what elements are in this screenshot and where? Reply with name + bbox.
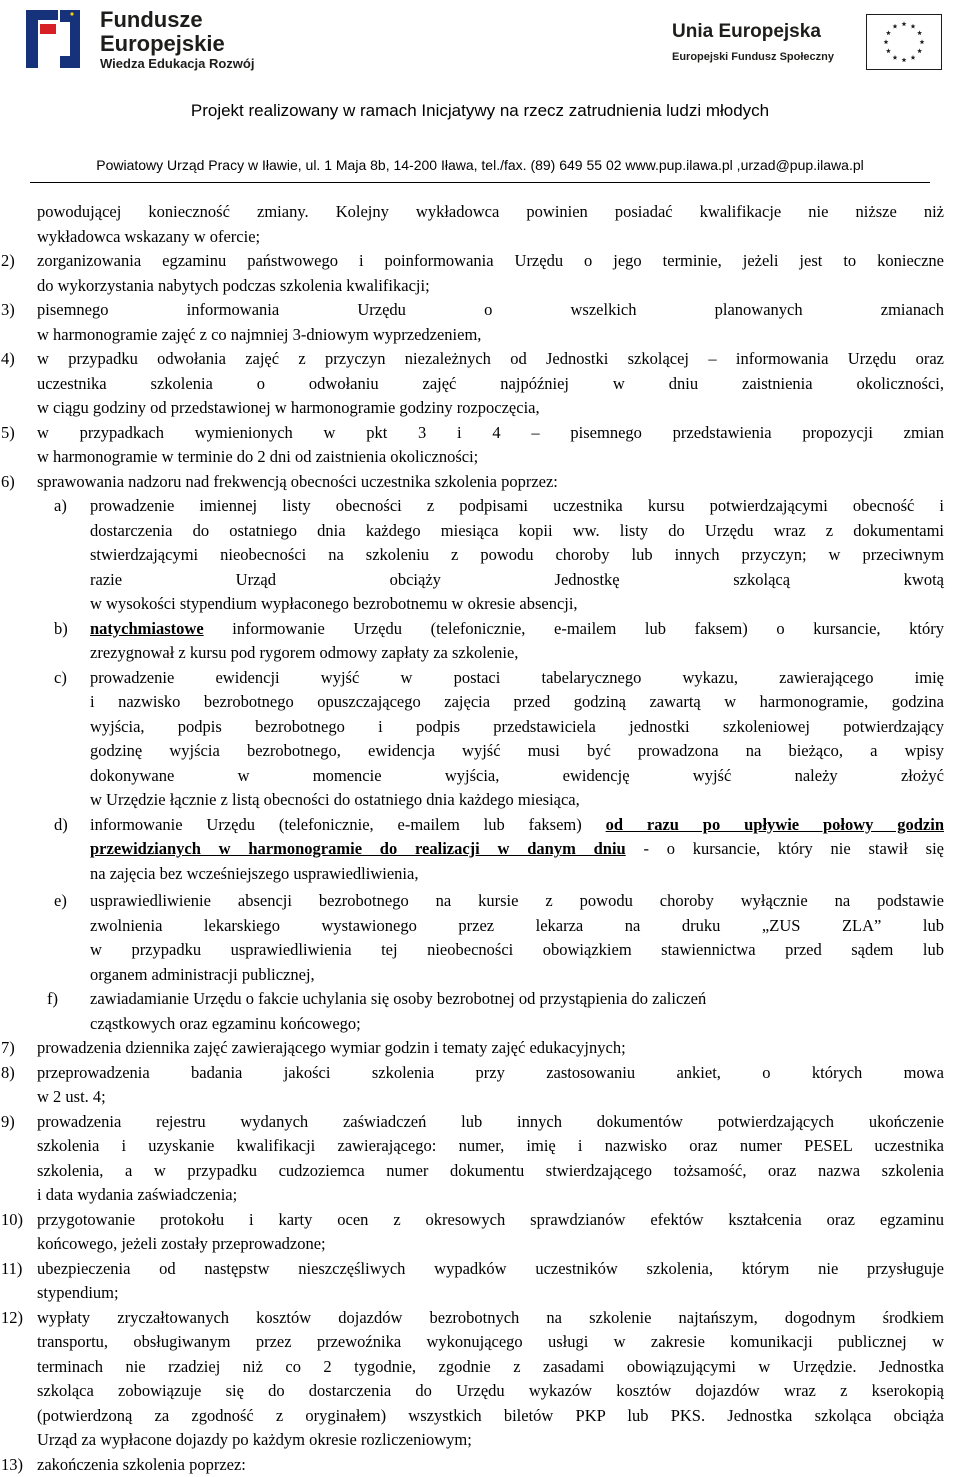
fundusze-europejskie-mark-icon: [20, 6, 86, 72]
text-line: i nazwisko bezrobotnego opuszczającego zajęcia przed godziną zawartą w harmonogramie, godzina: [90, 690, 944, 715]
text-line: w Urzędzie łącznie z listą obecności do ostatniego dnia każdego miesiąca,: [90, 788, 944, 813]
text-line: końcowego, jeżeli zostały przeprowadzone;: [37, 1232, 944, 1257]
sub-item-a: [0, 494, 960, 617]
text-line: zrezygnował z kursu pod rygorem odmowy zapłaty za szkolenie,: [90, 641, 944, 666]
emphasis-schedule: przewidzianych w harmonogramie do realizacji w danym dniu: [90, 839, 626, 858]
list-item-9: [0, 1110, 960, 1208]
text-line: w 2 ust. 4;: [37, 1085, 944, 1110]
text-line: (potwierdzoną za zgodność z oryginałem) wszystkich biletów PKP lub PKS. Jednostka szkoląca obciąża: [37, 1404, 944, 1429]
item-number: 10): [1, 1208, 23, 1233]
list-item-5: [0, 421, 960, 470]
emphasis-immediate: natychmiastowe: [90, 619, 204, 638]
text-line: prowadzenia rejestru wydanych zaświadczeń lub innych dokumentów potwierdzających ukończenie: [37, 1110, 944, 1135]
text-line: w wysokości stypendium wypłaconego bezrobotnemu w okresie absencji,: [90, 592, 944, 617]
emphasis-half-hours: od razu po upływie połowy godzin: [606, 815, 944, 834]
fundusze-europejskie-logo: [20, 6, 320, 76]
text-line: ubezpieczenia od następstw nieszczęśliwych wypadków uczestników szkolenia, którym nie przysługuje: [37, 1257, 944, 1282]
text-line: zwolnienia lekarskiego wystawionego przez lekarza na druku „ZUS ZLA” lub: [90, 914, 944, 939]
sub-item-letter: b): [54, 617, 68, 642]
project-line: Projekt realizowany w ramach Inicjatywy na rzecz zatrudnienia ludzi młodych: [0, 101, 960, 121]
logo-right-line1: Unia Europejska: [672, 22, 821, 42]
sub-item-letter: c): [54, 666, 67, 691]
text-line: cząstkowych oraz egzaminu końcowego;: [90, 1012, 944, 1037]
item-number: 11): [1, 1257, 22, 1282]
text-fragment: informowanie Urzędu (telefonicznie, e-mailem lub faksem) o kursancie, który: [204, 619, 944, 638]
list-item-10: [0, 1208, 960, 1257]
text-line: wykładowca wskazany w ofercie;: [37, 225, 944, 250]
item-number: 9): [1, 1110, 15, 1135]
logo-left-line3: Wiedza Edukacja Rozwój: [100, 57, 254, 71]
text-line: w harmonogramie zajęć z co najmniej 3-dniowym wyprzedzeniem,: [37, 323, 944, 348]
list-item-7: [0, 1036, 960, 1061]
text-line: przygotowanie protokołu i karty ocen z okresowych sprawdzianów efektów kształcenia oraz egzaminu: [37, 1208, 944, 1233]
text-line: prowadzenie imiennej listy obecności z podpisami uczestnika kursu potwierdzającymi obecność i: [90, 494, 944, 519]
text-line: w przypadkach wymienionych w pkt 3 i 4 – pisemnego przedstawienia propozycji zmian: [37, 421, 944, 446]
item-number: 5): [1, 421, 15, 446]
text-line: terminach nie rzadziej niż co 2 tygodnie, zgodnie z zasadami obowiązującymi w Urzędzie. Jednostka: [37, 1355, 944, 1380]
text-fragment: - o kursancie, który nie stawił się: [626, 839, 944, 858]
list-item-2: [0, 249, 960, 298]
item-number: 13): [1, 1453, 23, 1477]
text-line: organem administracji publicznej,: [90, 963, 944, 988]
intro-paragraph: [0, 200, 960, 249]
document-body: [0, 200, 960, 1477]
text-line: Urząd za wypłacone dojazdy po każdym okresie rozliczeniowym;: [37, 1428, 944, 1453]
text-line: w harmonogramie w terminie do 2 dni od zaistnienia okoliczności;: [37, 445, 944, 470]
text-line: dostarczenia do ostatniego dnia każdego miesiąca kopii ww. listy do Urzędu wraz z dokumentami: [90, 519, 944, 544]
text-line: sprawowania nadzoru nad frekwencją obecności uczestnika szkolenia poprzez:: [37, 470, 944, 495]
sub-item-letter: a): [54, 494, 67, 519]
logo-right-line2: Europejski Fundusz Społeczny: [672, 51, 834, 63]
text-line: szkolenia i uzyskanie kwalifikacji zawierającego: numer, imię i nazwisko oraz numer PESEL uczestnika: [37, 1134, 944, 1159]
list-item-13: [0, 1453, 960, 1477]
text-line: i data wydania zaświadczenia;: [37, 1183, 944, 1208]
list-item-12: [0, 1306, 960, 1453]
text-line: razie Urząd obciąży Jednostkę szkolącą kwotą: [90, 568, 944, 593]
item-number: 12): [1, 1306, 23, 1331]
text-line: wypłaty zryczałtowanych kosztów dojazdów bezrobotnych na szkolenie najtańszym, dogodnym środkiem: [37, 1306, 944, 1331]
unia-europejska-logo: [672, 14, 942, 80]
text-line: godzinę wyjścia bezrobotnego, ewidencja wyjść musi być prowadzona na bieżąco, a wpisy: [90, 739, 944, 764]
sub-item-d: [0, 813, 960, 887]
text-line: [90, 617, 944, 642]
sub-item-e: [0, 889, 960, 987]
item-number: 7): [1, 1036, 15, 1061]
sub-item-letter: f): [47, 987, 58, 1012]
list-item-11: [0, 1257, 960, 1306]
sub-item-f: [0, 987, 960, 1036]
sub-item-c: [0, 666, 960, 813]
text-line: szkolenia, a w przypadku cudzoziemca numer dokumentu stwierdzającego tożsamość, oraz nazwa szkolenia: [37, 1159, 944, 1184]
address-line: Powiatowy Urząd Pracy w Iławie, ul. 1 Maja 8b, 14-200 Iława, tel./fax. (89) 649 55 02 www.pup.ilawa.pl ,urzad@pup.ilawa.pl: [30, 157, 930, 173]
item-number: 2): [1, 249, 15, 274]
text-line: przeprowadzenia badania jakości szkolenia przy zastosowaniu ankiet, o których mowa: [37, 1061, 944, 1086]
text-line: pisemnego informowania Urzędu o wszelkich planowanych zmianach: [37, 298, 944, 323]
text-line: w ciągu godziny od przedstawionej w harmonogramie godziny rozpoczęcia,: [37, 396, 944, 421]
list-item-3: [0, 298, 960, 347]
item-number: 3): [1, 298, 15, 323]
text-line: w przypadku odwołania zajęć z przyczyn niezależnych od Jednostki szkolącej – informowania Urzędu oraz: [37, 347, 944, 372]
text-line: szkoląca zobowiązuje się do dostarczenia do Urzędu wykazów kosztów dojazdów wraz z kserokopią: [37, 1379, 944, 1404]
item-number: 8): [1, 1061, 15, 1086]
list-item-4: [0, 347, 960, 421]
eu-flag-icon: [866, 14, 942, 70]
text-line: wyjścia, podpis bezrobotnego i podpis przedstawiciela jednostki szkoleniowej potwierdzający: [90, 715, 944, 740]
text-line: prowadzenie ewidencji wyjść w postaci tabelarycznego wykazu, zawierającego imię: [90, 666, 944, 691]
list-item-6: [0, 470, 960, 495]
item-number: 6): [1, 470, 15, 495]
text-line: [90, 837, 944, 862]
sub-item-b: [0, 617, 960, 666]
text-line: stypendium;: [37, 1281, 944, 1306]
logo-left-line1: Fundusze: [100, 9, 203, 31]
text-line: zorganizowania egzaminu państwowego i poinformowania Urzędu o jego terminie, jeżeli jest to konieczne: [37, 249, 944, 274]
text-line: na zajęcia bez wcześniejszego usprawiedliwienia,: [90, 862, 944, 887]
text-line: do wykorzystania nabytych podczas szkolenia kwalifikacji;: [37, 274, 944, 299]
list-item-8: [0, 1061, 960, 1110]
text-line: dokonywane w momencie wyjścia, ewidencję wyjść należy złożyć: [90, 764, 944, 789]
text-line: stwierdzającymi nieobecności na szkoleniu z powodu choroby lub innych przyczyn; w przeciwnym: [90, 543, 944, 568]
text-line: usprawiedliwienie absencji bezrobotnego na kursie z powodu choroby wyłącznie na podstawie: [90, 889, 944, 914]
text-fragment: informowanie Urzędu (telefonicznie, e-mailem lub faksem): [90, 815, 606, 834]
logo-left-line2: Europejskie: [100, 33, 225, 55]
sub-item-letter: e): [54, 889, 67, 914]
header-divider: [30, 182, 930, 183]
text-line: [90, 813, 944, 838]
sub-item-letter: d): [54, 813, 68, 838]
text-line: powodującej konieczność zmiany. Kolejny wykładowca powinien posiadać kwalifikacje nie niższe niż: [37, 200, 944, 225]
text-line: transportu, obsługiwanym przez przewoźnika wykonującego usługi w zakresie komunikacji publicznej w: [37, 1330, 944, 1355]
text-line: uczestnika szkolenia o odwołaniu zajęć najpóźniej w dniu zaistnienia okoliczności,: [37, 372, 944, 397]
text-line: zawiadamianie Urzędu o fakcie uchylania się osoby bezrobotnej od przystąpienia do zaliczeń: [90, 987, 944, 1012]
text-line: zakończenia szkolenia poprzez:: [37, 1453, 944, 1477]
text-line: w przypadku usprawiedliwienia tej nieobecności obowiązkiem stawiennictwa przed sądem lub: [90, 938, 944, 963]
text-line: prowadzenia dziennika zajęć zawierającego wymiar godzin i tematy zajęć edukacyjnych;: [37, 1036, 944, 1061]
item-number: 4): [1, 347, 15, 372]
